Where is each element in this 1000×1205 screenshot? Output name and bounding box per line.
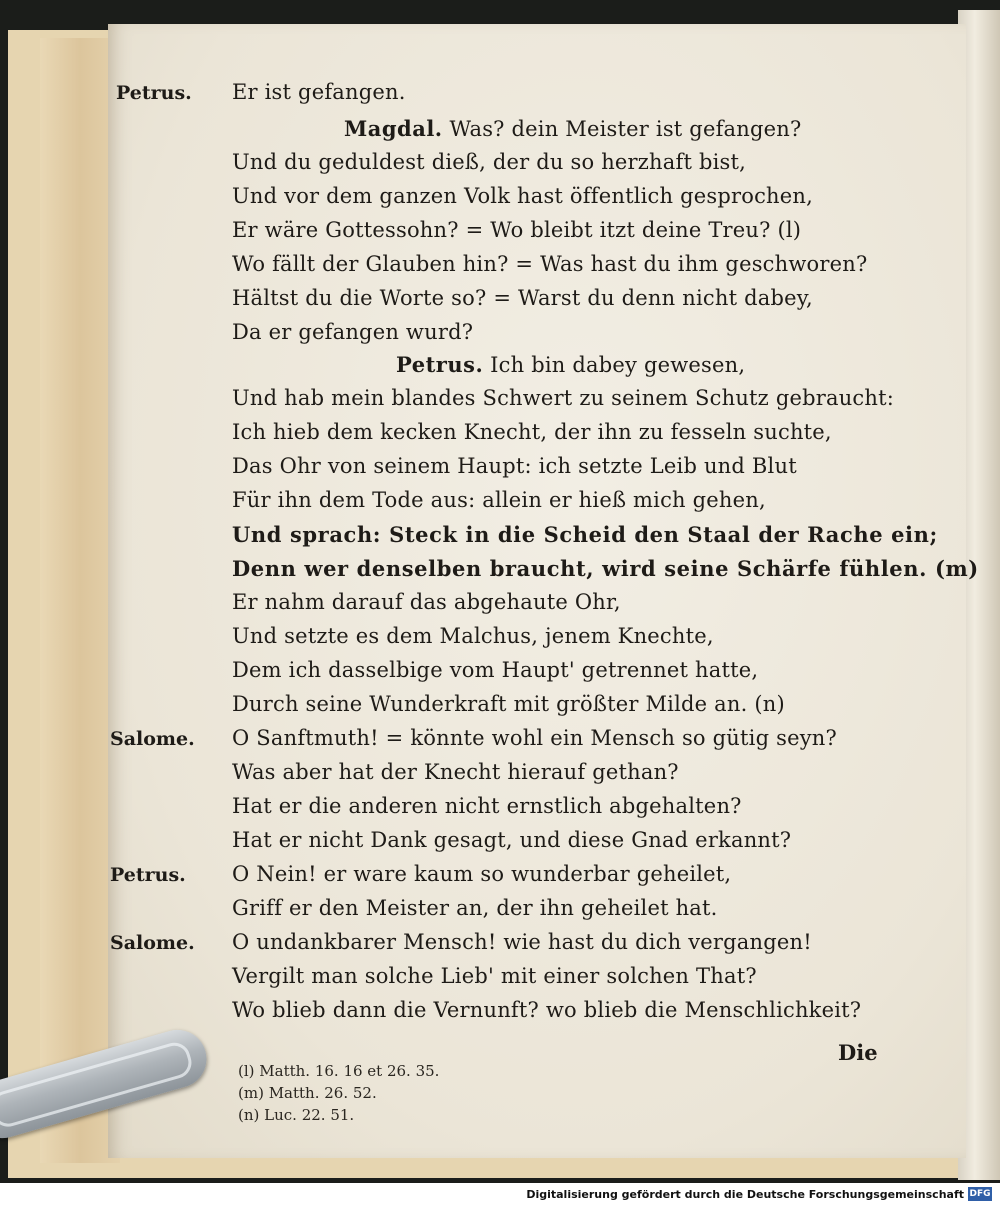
footnote: (m) Matth. 26. 52. [238,1084,377,1102]
verse-line: Dem ich dasselbige vom Haupt' getrennet hatte, [232,658,759,682]
verse-line: Hat er die anderen nicht ernstlich abgehalten? [232,794,742,818]
verse-line: Was aber hat der Knecht hierauf gethan? [232,760,679,784]
verse-line: Wo fällt der Glauben hin? = Was hast du ihm geschworen? [232,252,868,276]
inline-speaker-label: Petrus. [396,352,484,377]
digitization-credit: Digitalisierung gefördert durch die Deutsche Forschungsgemeinschaft [526,1188,964,1201]
verse-text: Ich bin dabey gewesen, [490,353,746,377]
verse-line: Und hab mein blandes Schwert zu seinem Schutz gebraucht: [232,386,895,410]
catchword: Die [838,1040,878,1065]
verse-line: O Nein! er ware kaum so wunderbar geheilet, [232,862,732,886]
verse-text: Was? dein Meister ist gefangen? [449,117,802,141]
verse-line: Vergilt man solche Lieb' mit einer solchen That? [232,964,757,988]
verse-line: O undankbarer Mensch! wie hast du dich vergangen! [232,930,812,954]
verse-line-emphasis: Und sprach: Steck in die Scheid den Staal der Rache ein; [232,522,938,547]
dfg-logo-icon: DFG [969,1189,991,1199]
book-page [108,24,979,1158]
verse-line: Wo blieb dann die Vernunft? wo blieb die Menschlichkeit? [232,998,862,1022]
verse-line: Hältst du die Worte so? = Warst du denn nicht dabey, [232,286,813,310]
verse-line: Das Ohr von seinem Haupt: ich setzte Leib und Blut [232,454,797,478]
verse-line: Für ihn dem Tode aus: allein er hieß mich gehen, [232,488,766,512]
verse-line: O Sanftmuth! = könnte wohl ein Mensch so gütig seyn? [232,726,837,750]
verse-line: Und setzte es dem Malchus, jenem Knechte, [232,624,714,648]
verse-line-emphasis: Denn wer denselben braucht, wird seine Schärfe fühlen. (m) [232,556,979,581]
footnote: (n) Luc. 22. 51. [238,1106,355,1124]
verse-line: Durch seine Wunderkraft mit größter Milde an. (n) [232,692,785,716]
verse-line: Er nahm darauf das abgehaute Ohr, [232,590,621,614]
inline-speaker-label: Magdal. [344,116,443,141]
speaker-label: Salome. [110,728,195,750]
verse-line [344,116,801,141]
footnote: (l) Matth. 16. 16 et 26. 35. [238,1062,440,1080]
verse-line: Und vor dem ganzen Volk hast öffentlich gesprochen, [232,184,813,208]
verse-line: Ich hieb dem kecken Knecht, der ihn zu fesseln suchte, [232,420,832,444]
speaker-label: Petrus. [116,82,192,104]
verse-line [396,352,745,377]
verse-line: Hat er nicht Dank gesagt, und diese Gnad erkannt? [232,828,792,852]
speaker-label: Petrus. [110,864,186,886]
verse-line: Er wäre Gottessohn? = Wo bleibt itzt deine Treu? (l) [232,218,802,242]
verse-line: Da er gefangen wurd? [232,320,474,344]
verse-line: Er ist gefangen. [232,80,406,104]
speaker-label: Salome. [110,932,195,954]
verse-line: Und du geduldest dieß, der du so herzhaft bist, [232,150,747,174]
verse-line: Griff er den Meister an, der ihn geheilet hat. [232,896,718,920]
